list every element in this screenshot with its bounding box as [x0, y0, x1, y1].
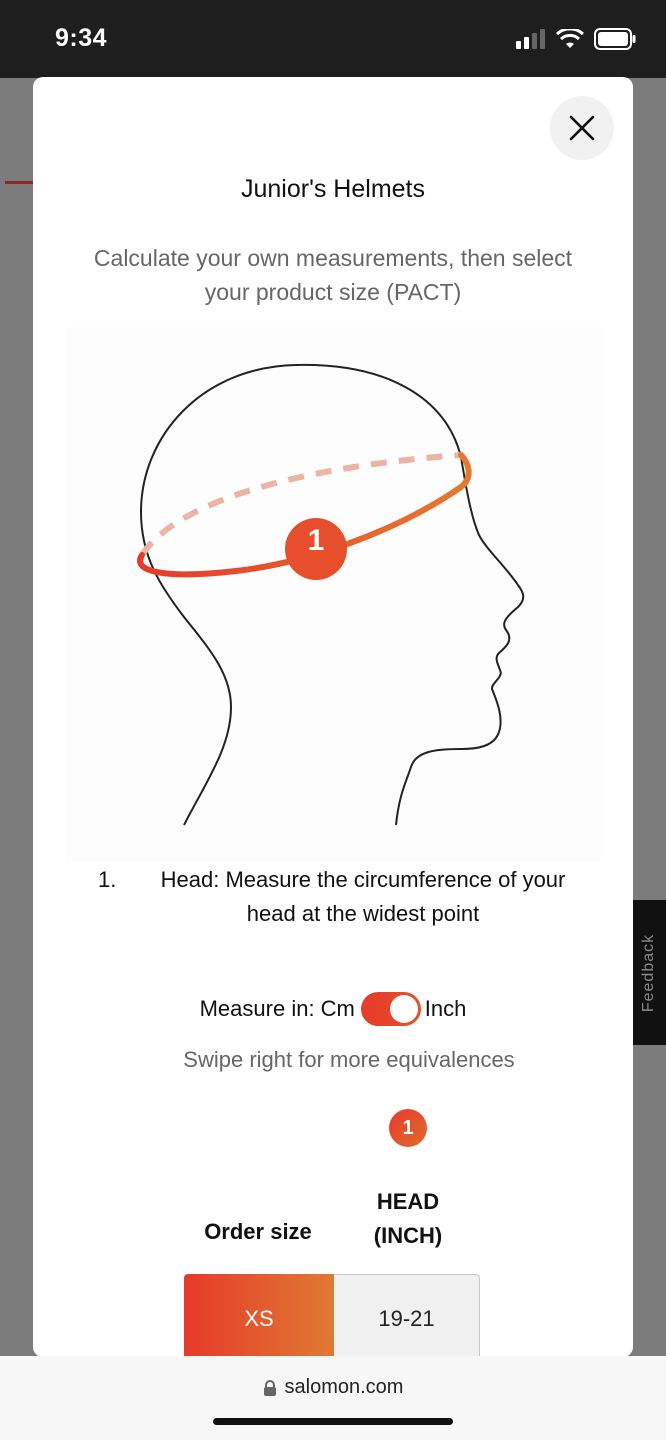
- unit-toggle[interactable]: [361, 992, 421, 1026]
- wifi-icon: [556, 29, 584, 49]
- column-header-order-size: Order size: [204, 1219, 312, 1244]
- unit-toggle-row: [33, 992, 633, 1026]
- close-button[interactable]: [550, 96, 614, 160]
- instruction-text: Head: Measure the circumference of your head at the widest point: [160, 867, 566, 926]
- status-icons: [516, 28, 636, 50]
- status-bar: [0, 0, 666, 78]
- column-header-head: [333, 1185, 483, 1253]
- column-header-head-line1: HEAD: [376, 1189, 440, 1214]
- illustration-step-marker: 1: [307, 524, 325, 557]
- head-outline-icon: [66, 327, 601, 862]
- unit-cm-label[interactable]: Cm: [320, 996, 355, 1021]
- feedback-tab[interactable]: [632, 900, 666, 1045]
- url-bar[interactable]: [0, 1376, 666, 1399]
- modal-title: Junior's Helmets: [241, 175, 425, 203]
- feedback-label: Feedback: [640, 933, 658, 1012]
- battery-icon: [594, 28, 636, 50]
- unit-inch-label[interactable]: Inch: [424, 996, 467, 1021]
- measure-label: Measure in:: [199, 996, 315, 1021]
- instruction-number: 1.: [98, 867, 117, 892]
- column-header-head-line2: (INCH): [373, 1223, 443, 1248]
- modal-subtitle: Calculate your own measurements, then select your product size (PACT): [93, 245, 573, 305]
- home-indicator[interactable]: [213, 1418, 453, 1425]
- swipe-hint: Swipe right for more equivalences: [183, 1047, 515, 1072]
- signal-icon: [516, 29, 546, 49]
- column-step-badge: 1: [389, 1109, 427, 1147]
- toggle-knob: [390, 995, 418, 1023]
- table-row[interactable]: [184, 1274, 481, 1357]
- head-measurement-illustration: [66, 327, 601, 862]
- head-value-cell: 19-21: [334, 1274, 480, 1357]
- size-cell[interactable]: XS: [184, 1274, 334, 1357]
- url-text: salomon.com: [284, 1376, 404, 1398]
- lock-icon: [263, 1380, 277, 1396]
- browser-bar: [0, 1356, 666, 1440]
- size-guide-modal: [33, 77, 633, 1357]
- background-accent-line: [5, 181, 35, 184]
- status-time: 9:34: [55, 24, 108, 52]
- close-icon: [569, 115, 595, 141]
